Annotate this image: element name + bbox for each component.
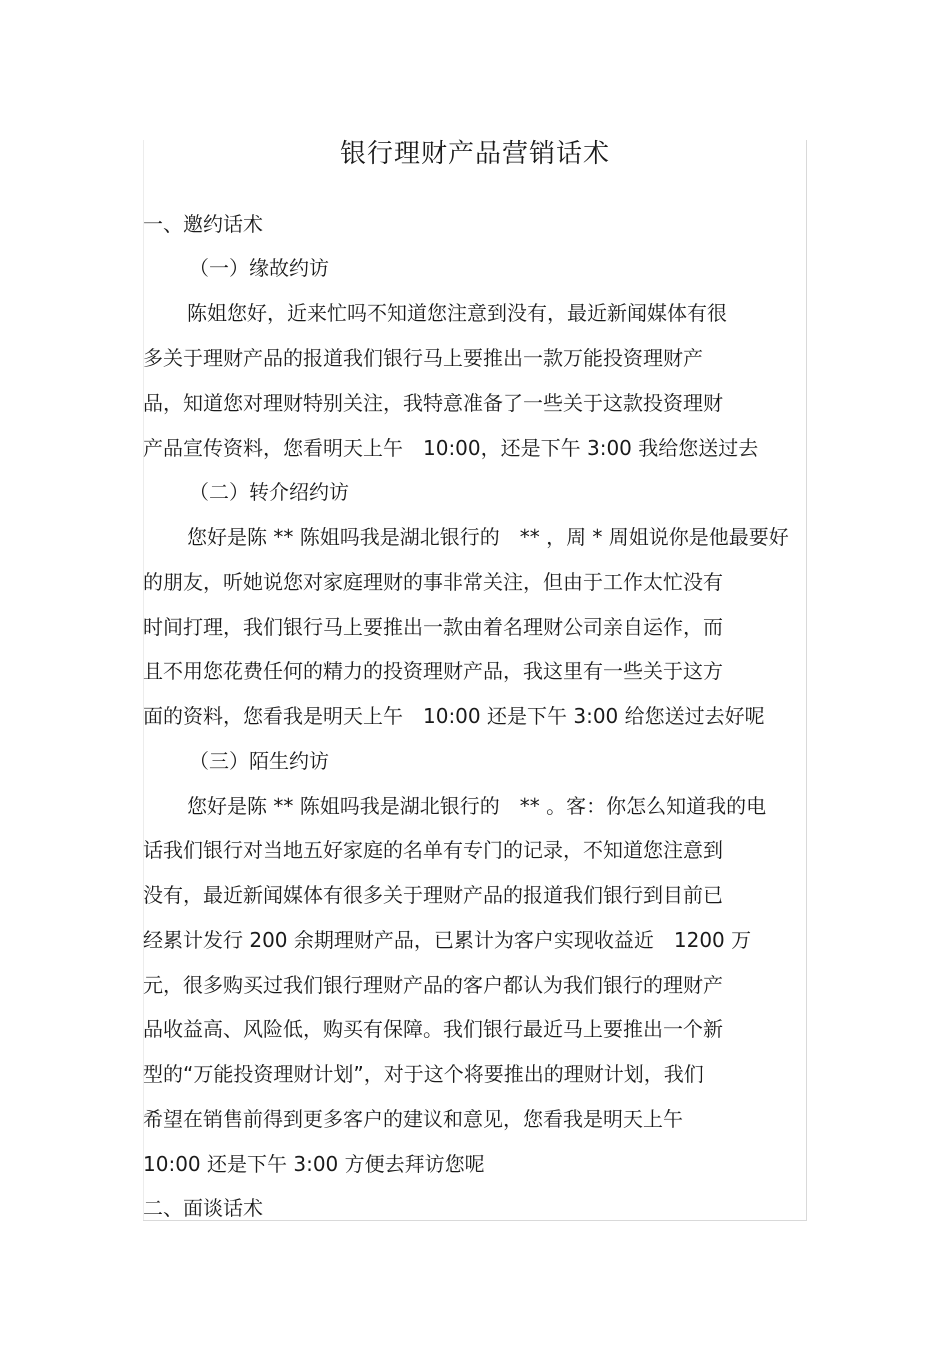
- subsection-heading: （三）陌生约访: [189, 749, 329, 773]
- text-line: 话我们银行对当地五好家庭的名单有专门的记录，不知道您注意到: [143, 838, 723, 862]
- text-line: 经累计发行 200 余期理财产品，已累计为客户实现收益近 1200 万: [143, 928, 752, 952]
- text-line: 品收益高、风险低，购买有保障。我们银行最近马上要推出一个新: [143, 1017, 723, 1041]
- section-heading: 一、邀约话术: [143, 212, 263, 236]
- text-line: 没有，最近新闻媒体有很多关于理财产品的报道我们银行到目前已: [143, 883, 723, 907]
- text-line: 型的“万能投资理财计划”，对于这个将要推出的理财计划，我们: [143, 1062, 704, 1086]
- text-line: 且不用您花费任何的精力的投资理财产品，我这里有一些关于这方: [143, 659, 723, 683]
- text-line: 10:00 还是下午 3:00 方便去拜访您呢: [143, 1152, 485, 1176]
- section-heading: 二、面谈话术: [143, 1196, 263, 1220]
- text-line: 陈姐您好，近来忙吗不知道您注意到没有，最近新闻媒体有很: [187, 301, 727, 325]
- text-line: 的朋友，听她说您对家庭理财的事非常关注，但由于工作太忙没有: [143, 570, 723, 594]
- document-title: 银行理财产品营销话术: [339, 139, 610, 169]
- text-line: 多关于理财产品的报道我们银行马上要推出一款万能投资理财产: [143, 346, 703, 370]
- text-line: 面的资料，您看我是明天上午 10:00 还是下午 3:00 给您送过去好呢: [143, 704, 765, 728]
- text-line: 元，很多购买过我们银行理财产品的客户都认为我们银行的理财产: [143, 973, 723, 997]
- text-line: 品，知道您对理财特别关注，我特意准备了一些关于这款投资理财: [143, 391, 723, 415]
- subsection-heading: （二）转介绍约访: [189, 480, 349, 504]
- text-line: 时间打理，我们银行马上要推出一款由着名理财公司亲自运作，而: [143, 615, 723, 639]
- text-line: 您好是陈 ** 陈姐吗我是湖北银行的 ** ，周 * 周姐说你是他最要好: [187, 525, 789, 549]
- text-line: 您好是陈 ** 陈姐吗我是湖北银行的 ** 。客：你怎么知道我的电: [187, 794, 767, 818]
- subsection-heading: （一）缘故约访: [189, 256, 329, 280]
- text-line: 希望在销售前得到更多客户的建议和意见，您看我是明天上午: [143, 1107, 683, 1131]
- text-line: 产品宣传资料，您看明天上午 10:00，还是下午 3:00 我给您送过去: [143, 436, 759, 460]
